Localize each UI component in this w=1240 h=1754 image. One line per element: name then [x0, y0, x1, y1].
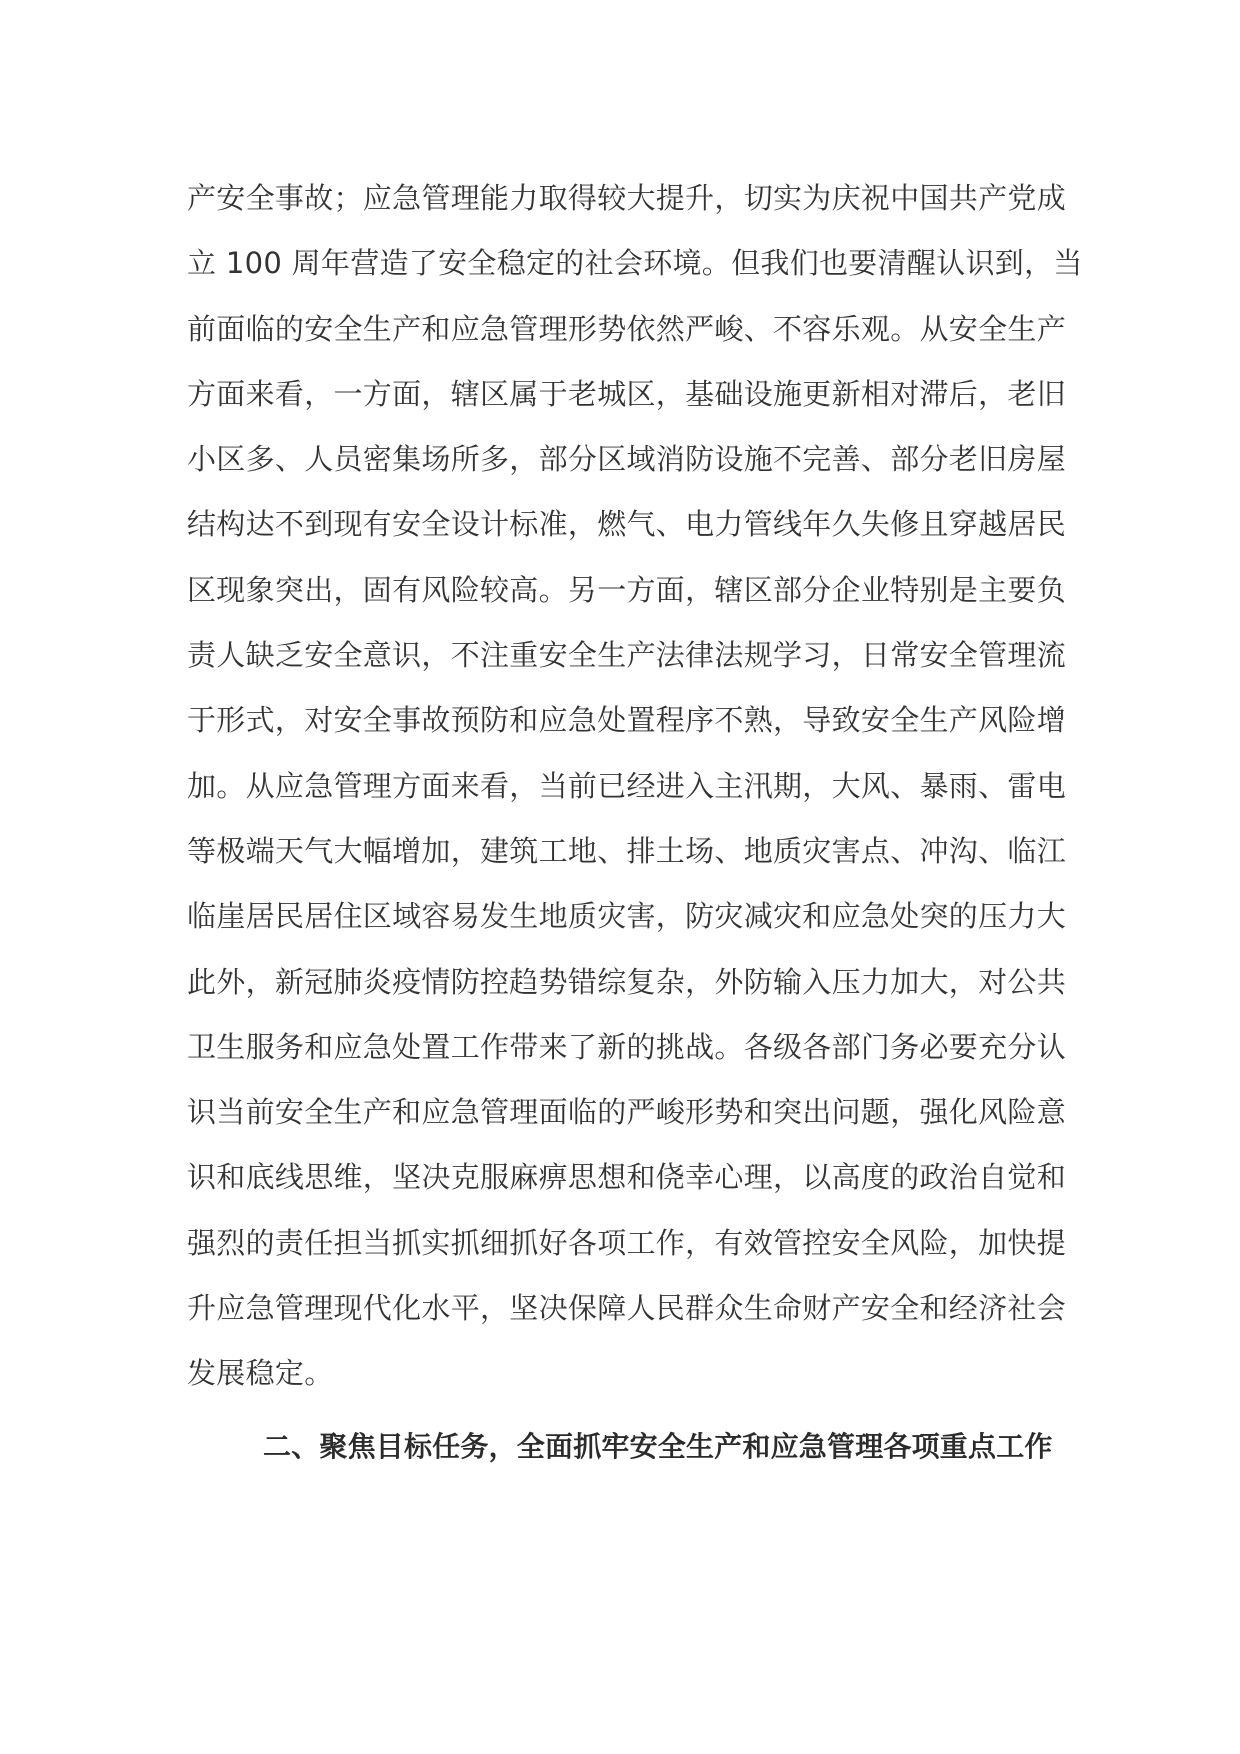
paragraph-line: 立 100 周年营造了安全稳定的社会环境。但我们也要清醒认识到，当 — [187, 246, 1083, 281]
paragraph-line: 责人缺乏安全意识，不注重安全生产法律法规学习，日常安全管理流 — [187, 638, 1067, 673]
paragraph-line: 临崖居民居住区域容易发生地质灾害，防灾减灾和应急处突的压力大 — [187, 899, 1067, 934]
paragraph-line: 强烈的责任担当抓实抓细抓好各项工作，有效管控安全风险，加快提 — [187, 1225, 1067, 1260]
paragraph-line: 方面来看，一方面，辖区属于老城区，基础设施更新相对滞后，老旧 — [187, 376, 1067, 411]
paragraph-line: 发展稳定。 — [187, 1356, 334, 1391]
section-heading: 二、聚焦目标任务，全面抓牢安全生产和应急管理各项重点工作 — [263, 1430, 1053, 1463]
paragraph-line: 识和底线思维，坚决克服麻痹思想和侥幸心理，以高度的政治自觉和 — [187, 1160, 1067, 1195]
paragraph-line: 小区多、人员密集场所多，部分区域消防设施不完善、部分老旧房屋 — [187, 442, 1067, 477]
paragraph-line: 识当前安全生产和应急管理面临的严峻形势和突出问题，强化风险意 — [187, 1095, 1067, 1130]
paragraph-line: 结构达不到现有安全设计标准，燃气、电力管线年久失修且穿越居民 — [187, 507, 1067, 542]
paragraph-line: 加。从应急管理方面来看，当前已经进入主汛期，大风、暴雨、雷电 — [187, 768, 1067, 803]
paragraph-line: 前面临的安全生产和应急管理形势依然严峻、不容乐观。从安全生产 — [187, 311, 1067, 346]
body-paragraph — [187, 166, 1083, 1407]
paragraph-line: 等极端天气大幅增加，建筑工地、排土场、地质灾害点、冲沟、临江 — [187, 833, 1067, 868]
paragraph-line: 产安全事故；应急管理能力取得较大提升，切实为庆祝中国共产党成 — [187, 181, 1067, 215]
paragraph-line: 于形式，对安全事故预防和应急处置程序不熟，导致安全生产风险增 — [187, 703, 1067, 738]
paragraph-line: 区现象突出，固有风险较高。另一方面，辖区部分企业特别是主要负 — [187, 572, 1067, 607]
paragraph-line: 升应急管理现代化水平，坚决保障人民群众生命财产安全和经济社会 — [187, 1291, 1067, 1326]
paragraph-line: 卫生服务和应急处置工作带来了新的挑战。各级各部门务必要充分认 — [187, 1029, 1067, 1064]
paragraph-line: 此外，新冠肺炎疫情防控趋势错综复杂，外防输入压力加大，对公共 — [187, 964, 1067, 999]
